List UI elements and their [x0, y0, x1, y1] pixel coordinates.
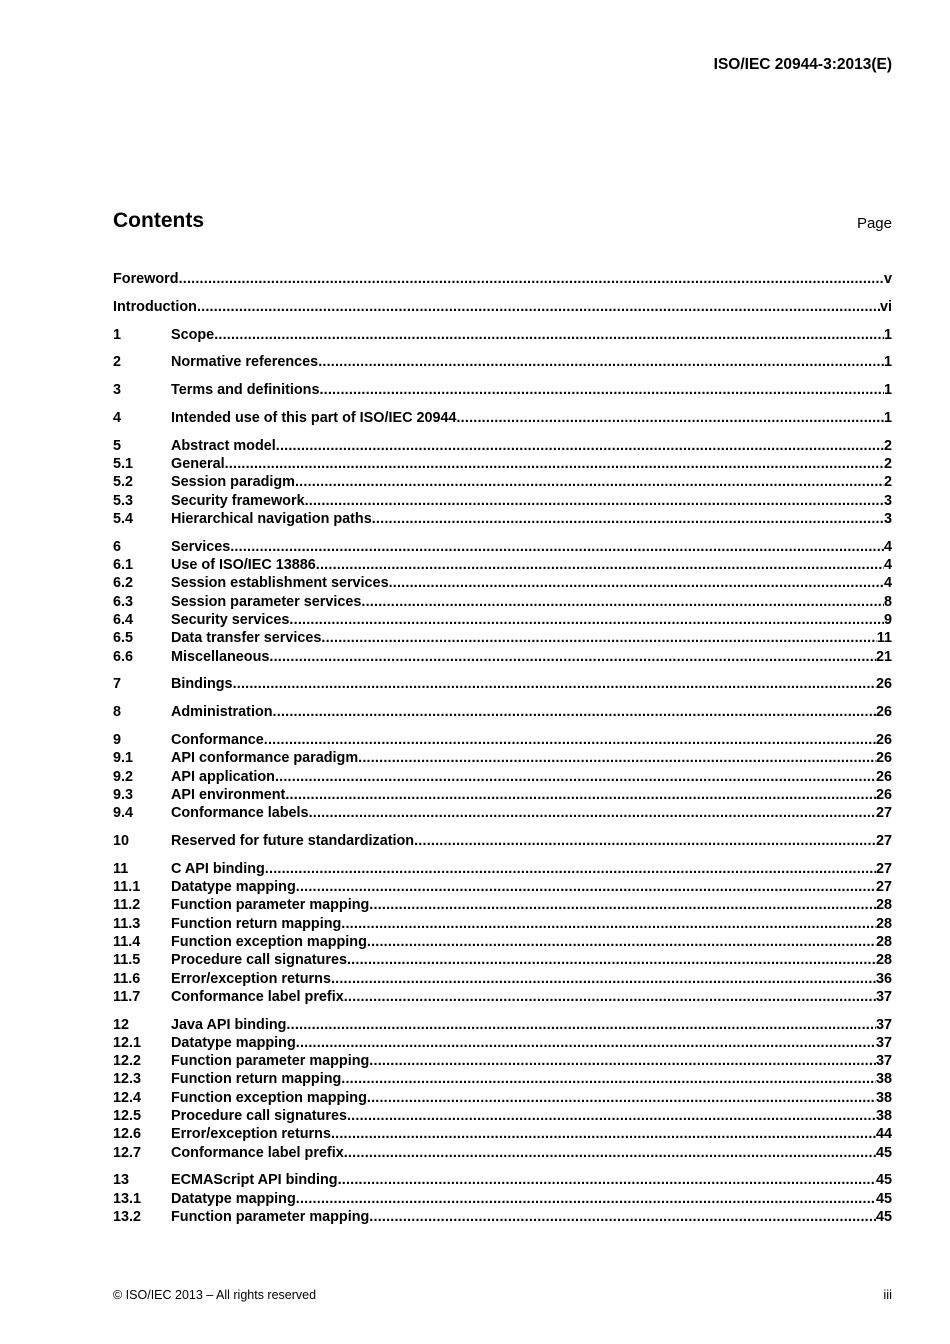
document-id-header: ISO/IEC 20944-3:2013(E)	[713, 56, 892, 73]
toc-entry-number: 5.3	[113, 492, 134, 509]
toc-entry[interactable]	[113, 611, 892, 629]
toc-entry-title: Administration	[171, 704, 273, 721]
dot-leader	[347, 951, 876, 969]
toc-entry-number: 11.5	[113, 952, 141, 969]
toc-entry[interactable]	[113, 703, 892, 721]
toc-entry[interactable]	[113, 786, 892, 804]
dot-leader	[295, 473, 884, 491]
toc-entry-number: 5.1	[113, 456, 134, 473]
toc-entry-title: General	[171, 456, 225, 473]
toc-entry[interactable]	[113, 353, 892, 371]
toc-entry[interactable]	[113, 675, 892, 693]
toc-entry[interactable]	[113, 933, 892, 951]
toc-entry-number: 3	[113, 382, 122, 399]
dot-leader	[286, 1016, 876, 1034]
toc-entry-title: Function return mapping	[171, 1071, 342, 1088]
dot-leader	[369, 1208, 876, 1226]
toc-entry-number: 6	[113, 538, 122, 555]
toc-entry[interactable]	[113, 409, 892, 427]
toc-entry-page: 1	[883, 382, 892, 399]
dot-leader	[321, 629, 876, 647]
toc-entry-number: 4	[113, 409, 122, 426]
table-of-contents	[113, 270, 892, 1226]
toc-entry[interactable]	[113, 437, 892, 455]
toc-entry-page: 1	[883, 326, 892, 343]
toc-entry-number: 6.1	[113, 557, 134, 574]
toc-entry-page: 37	[875, 1053, 892, 1070]
toc-entry-title: Hierarchical navigation paths	[171, 510, 372, 527]
dot-leader	[341, 1070, 876, 1088]
toc-entry-page: 45	[875, 1144, 892, 1161]
toc-entry-page: 45	[875, 1172, 892, 1189]
toc-entry-title: API application	[171, 768, 275, 785]
toc-entry[interactable]	[113, 574, 892, 592]
toc-entry-title: Terms and definitions	[171, 382, 320, 399]
toc-entry-title: Function parameter mapping	[171, 1209, 370, 1226]
toc-entry-number: 6.5	[113, 630, 134, 647]
toc-entry-title: Use of ISO/IEC 13886	[171, 557, 316, 574]
page-column-label: Page	[856, 215, 892, 232]
toc-entry-number: 6.6	[113, 648, 134, 665]
dot-leader	[296, 1190, 876, 1208]
toc-entry[interactable]	[113, 1070, 892, 1088]
toc-entry-page: 28	[875, 897, 892, 914]
toc-entry[interactable]	[113, 326, 892, 344]
dot-leader	[367, 1089, 876, 1107]
dot-leader	[305, 492, 884, 510]
toc-entry-number: 6.3	[113, 593, 134, 610]
toc-entry[interactable]	[113, 556, 892, 574]
toc-entry-title: API environment	[171, 786, 286, 803]
toc-entry-page: 27	[875, 860, 892, 877]
toc-entry[interactable]	[113, 473, 892, 491]
toc-entry-title: Conformance label prefix	[171, 1144, 344, 1161]
toc-entry-title: Conformance	[171, 731, 264, 748]
dot-leader	[369, 896, 876, 914]
toc-entry-number: 9.1	[113, 750, 134, 767]
toc-entry-title: Function parameter mapping	[171, 1053, 370, 1070]
dot-leader	[372, 510, 884, 528]
toc-entry[interactable]	[113, 1089, 892, 1107]
toc-entry-page: 2	[883, 474, 892, 491]
toc-entry[interactable]	[113, 1016, 892, 1034]
toc-entry[interactable]	[113, 298, 892, 316]
toc-entry[interactable]	[113, 896, 892, 914]
toc-entry-page: 36	[875, 970, 892, 987]
toc-entry-page: 26	[875, 786, 892, 803]
dot-leader	[361, 593, 884, 611]
toc-entry-number: 11.6	[113, 970, 141, 987]
toc-entry-title: Procedure call signatures	[171, 952, 347, 969]
dot-leader	[367, 933, 876, 951]
toc-entry-title: Security framework	[171, 492, 305, 509]
toc-entry-title: Abstract model	[171, 437, 276, 454]
toc-entry-number: 9.4	[113, 805, 134, 822]
toc-entry-number: 9	[113, 731, 122, 748]
toc-entry-title: Scope	[171, 326, 215, 343]
dot-leader	[414, 832, 876, 850]
toc-entry[interactable]	[113, 538, 892, 556]
toc-entry-title: API conformance paradigm	[171, 750, 359, 767]
toc-entry-title: Reserved for future standardization	[171, 832, 415, 849]
toc-entry[interactable]	[113, 749, 892, 767]
toc-entry[interactable]	[113, 1208, 892, 1226]
dot-leader	[331, 970, 876, 988]
toc-entry-page: 1	[883, 354, 892, 371]
toc-entry-page: 38	[875, 1071, 892, 1088]
toc-entry-page: 4	[883, 557, 892, 574]
dot-leader	[347, 1107, 876, 1125]
toc-entry-title: Services	[171, 538, 231, 555]
toc-entry-number: 12.5	[113, 1108, 142, 1125]
dot-leader	[331, 1125, 876, 1143]
toc-entry-title: Session parameter services	[171, 593, 362, 610]
dot-leader	[338, 1171, 876, 1189]
dot-leader	[273, 703, 876, 721]
dot-leader	[358, 749, 876, 767]
copyright-footer: © ISO/IEC 2013 – All rights reserved	[113, 1288, 317, 1302]
toc-entry-title: Java API binding	[171, 1016, 287, 1033]
toc-entry[interactable]	[113, 878, 892, 896]
toc-entry-title: Introduction	[113, 298, 197, 315]
page-number: iii	[883, 1287, 892, 1302]
toc-entry-number: 11.1	[113, 879, 141, 896]
dot-leader	[225, 455, 884, 473]
toc-entry[interactable]	[113, 951, 892, 969]
toc-entry-title: Datatype mapping	[171, 1034, 296, 1051]
dot-leader	[296, 878, 876, 896]
dot-leader	[269, 648, 876, 666]
toc-entry-page: 3	[883, 510, 892, 527]
toc-entry[interactable]	[113, 381, 892, 399]
toc-entry-page: 28	[875, 952, 892, 969]
toc-entry-page: v	[883, 271, 892, 287]
dot-leader	[316, 556, 884, 574]
dot-leader	[456, 409, 884, 427]
toc-entry-title: Datatype mapping	[171, 879, 296, 896]
toc-entry[interactable]	[113, 970, 892, 988]
toc-entry[interactable]	[113, 804, 892, 822]
toc-entry-number: 1	[113, 326, 122, 343]
toc-entry-title: Foreword	[113, 271, 179, 287]
dot-leader	[341, 915, 876, 933]
toc-entry-number: 8	[113, 704, 122, 721]
dot-leader	[285, 786, 876, 804]
toc-entry-number: 10	[113, 832, 130, 849]
toc-entry[interactable]	[113, 492, 892, 510]
toc-entry-number: 12.6	[113, 1126, 142, 1143]
dot-leader	[276, 437, 884, 455]
toc-entry-title: C API binding	[171, 860, 265, 877]
dot-leader	[289, 611, 884, 629]
toc-entry-number: 12.1	[113, 1034, 142, 1051]
dot-leader	[319, 381, 884, 399]
toc-entry-number: 6.4	[113, 611, 134, 628]
toc-entry-page: 26	[875, 768, 892, 785]
toc-entry[interactable]	[113, 1052, 892, 1070]
dot-leader	[318, 353, 884, 371]
toc-entry-number: 13	[113, 1172, 130, 1189]
dot-leader	[275, 768, 876, 786]
toc-entry-page: 26	[875, 731, 892, 748]
dot-leader	[197, 298, 880, 316]
toc-entry-page: vi	[879, 298, 892, 315]
toc-entry[interactable]	[113, 455, 892, 473]
toc-entry[interactable]	[113, 593, 892, 611]
toc-entry-number: 2	[113, 354, 122, 371]
toc-entry-page: 4	[883, 575, 892, 592]
toc-entry-page: 8	[883, 593, 892, 610]
toc-entry-number: 5.4	[113, 510, 134, 527]
toc-entry[interactable]	[113, 731, 892, 749]
dot-leader	[296, 1034, 876, 1052]
dot-leader	[264, 731, 876, 749]
toc-entry[interactable]	[113, 629, 892, 647]
toc-entry-number: 9.3	[113, 786, 134, 803]
toc-entry-title: Conformance label prefix	[171, 988, 344, 1005]
toc-entry-page: 37	[875, 1016, 892, 1033]
toc-entry-number: 6.2	[113, 575, 134, 592]
toc-entry-number: 13.2	[113, 1209, 142, 1226]
toc-entry-page: 28	[875, 915, 892, 932]
toc-entry-number: 12.3	[113, 1071, 142, 1088]
toc-entry-page: 38	[875, 1089, 892, 1106]
toc-entry[interactable]	[113, 270, 892, 288]
toc-entry[interactable]	[113, 1171, 892, 1189]
toc-entry-page: 37	[875, 1034, 892, 1051]
toc-entry-title: Function exception mapping	[171, 933, 367, 950]
dot-leader	[233, 675, 876, 693]
toc-entry-page: 26	[875, 676, 892, 693]
toc-entry-number: 7	[113, 676, 122, 693]
toc-entry-title: Miscellaneous	[171, 648, 270, 665]
toc-entry-title: Error/exception returns	[171, 970, 331, 987]
toc-entry[interactable]	[113, 832, 892, 850]
toc-entry[interactable]	[113, 915, 892, 933]
toc-entry-number: 13.1	[113, 1190, 142, 1207]
dot-leader	[369, 1052, 876, 1070]
toc-entry-page: 21	[875, 648, 892, 665]
dot-leader	[214, 326, 884, 344]
toc-entry-number: 12.7	[113, 1144, 142, 1161]
toc-entry-number: 12	[113, 1016, 130, 1033]
contents-heading: Contents	[113, 209, 204, 232]
dot-leader	[179, 270, 884, 288]
toc-entry-page: 28	[875, 933, 892, 950]
toc-entry[interactable]	[113, 988, 892, 1006]
toc-entry-number: 11.2	[113, 897, 141, 914]
toc-entry-page: 2	[883, 437, 892, 454]
toc-entry-title: Normative references	[171, 354, 319, 371]
dot-leader	[344, 988, 876, 1006]
toc-entry-page: 45	[875, 1190, 892, 1207]
toc-entry-number: 5	[113, 437, 122, 454]
toc-entry-number: 11.3	[113, 915, 141, 932]
toc-entry-title: Conformance labels	[171, 805, 309, 822]
toc-entry[interactable]	[113, 1190, 892, 1208]
toc-entry-title: Data transfer services	[171, 630, 322, 647]
toc-entry-title: Bindings	[171, 676, 233, 693]
toc-entry-page: 38	[875, 1108, 892, 1125]
toc-entry-page: 37	[875, 988, 892, 1005]
toc-entry-page: 27	[875, 879, 892, 896]
toc-entry[interactable]	[113, 768, 892, 786]
toc-entry-title: Session paradigm	[171, 474, 295, 491]
toc-entry-page: 44	[875, 1126, 892, 1143]
toc-entry-page: 11	[876, 630, 892, 647]
toc-entry-page: 27	[875, 832, 892, 849]
toc-entry-number: 11	[113, 860, 129, 877]
toc-entry[interactable]	[113, 648, 892, 666]
dot-leader	[265, 860, 876, 878]
toc-entry-title: Error/exception returns	[171, 1126, 331, 1143]
toc-entry-page: 4	[883, 538, 892, 555]
toc-entry-page: 9	[883, 611, 892, 628]
toc-entry-page: 45	[875, 1209, 892, 1226]
toc-entry-title: Function parameter mapping	[171, 897, 370, 914]
toc-entry-page: 3	[883, 492, 892, 509]
toc-entry-title: Datatype mapping	[171, 1190, 296, 1207]
toc-entry-number: 11.4	[113, 933, 141, 950]
toc-entry-title: Function exception mapping	[171, 1089, 367, 1106]
toc-entry-number: 12.2	[113, 1053, 142, 1070]
dot-leader	[389, 574, 884, 592]
toc-entry-number: 9.2	[113, 768, 134, 785]
toc-entry-page: 26	[875, 750, 892, 767]
toc-entry-page: 26	[875, 704, 892, 721]
toc-entry-title: Security services	[171, 611, 290, 628]
toc-entry[interactable]	[113, 1125, 892, 1143]
dot-leader	[344, 1144, 876, 1162]
toc-entry[interactable]	[113, 1034, 892, 1052]
toc-entry-title: Intended use of this part of ISO/IEC 20944	[171, 409, 457, 426]
toc-entry-page: 27	[875, 805, 892, 822]
toc-entry-title: Session establishment services	[171, 575, 389, 592]
toc-entry-title: Function return mapping	[171, 915, 342, 932]
toc-entry[interactable]	[113, 1144, 892, 1162]
dot-leader	[230, 538, 884, 556]
toc-entry-number: 5.2	[113, 474, 134, 491]
toc-entry-title: ECMAScript API binding	[171, 1172, 338, 1189]
toc-entry[interactable]	[113, 510, 892, 528]
toc-entry-page: 2	[883, 456, 892, 473]
toc-entry-number: 12.4	[113, 1089, 142, 1106]
toc-entry-number: 11.7	[113, 988, 141, 1005]
dot-leader	[309, 804, 876, 822]
toc-entry[interactable]	[113, 1107, 892, 1125]
toc-entry-title: Procedure call signatures	[171, 1108, 347, 1125]
toc-entry[interactable]	[113, 860, 892, 878]
toc-entry-page: 1	[883, 409, 892, 426]
